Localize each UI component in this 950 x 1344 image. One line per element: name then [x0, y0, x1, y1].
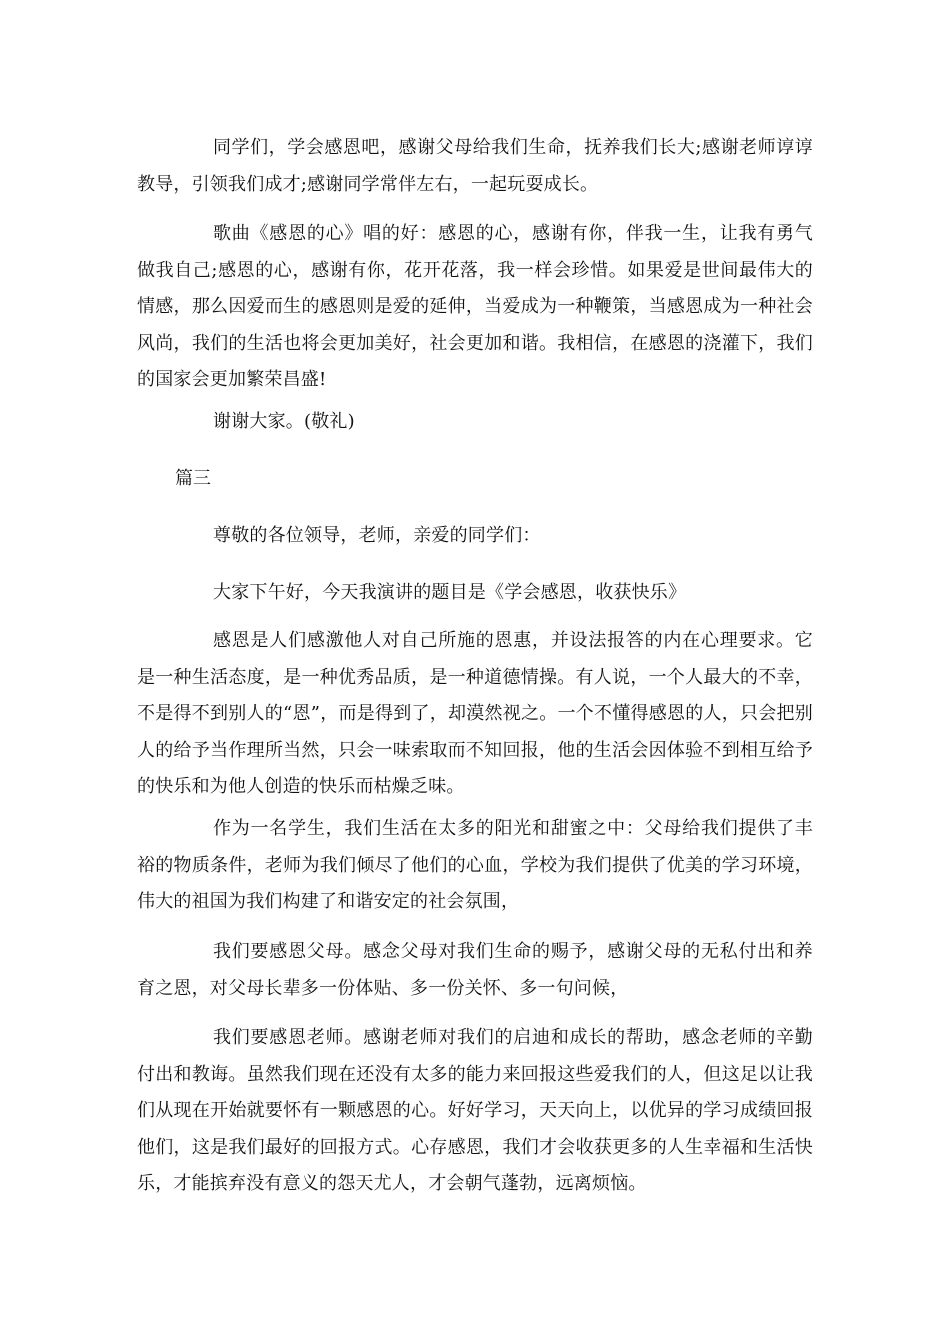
paragraph-definition-gratitude: 感恩是人们感激他人对自己所施的恩惠，并设法报答的内在心理要求。它是一种生活态度，是一种优秀品质，是一种道德情操。有人说，一个人最大的不幸，不是得不到别人的“恩”，而是得到了，却漠然视之。一个不懂得感恩的人，只会把别人的给予当作理所当然，只会一味索取而不知回报，他的生活会因体验不到相互给予的快乐和为他人创造的快乐而枯燥乏味。 — [137, 630, 813, 797]
paragraph-student-life: 作为一名学生，我们生活在太多的阳光和甜蜜之中：父母给我们提供了丰裕的物质条件，老师为我们倾尽了他们的心血，学校为我们提供了优美的学习环境，伟大的祖国为我们构建了和谐安定的社会氛围， — [137, 818, 813, 912]
paragraph-salutation: 尊敬的各位领导，老师，亲爱的同学们： — [213, 525, 541, 546]
paragraph-song-grateful-heart: 歌曲《感恩的心》唱的好：感恩的心，感谢有你，伴我一生，让我有勇气做我自己;感恩的心，感谢有你，花开花落，我一样会珍惜。如果爱是世间最伟大的情感，那么因爱而生的感恩则是爱的延伸，当爱成为一种鞭策，当感恩成为一种社会风尚，我们的生活也将会更加美好，社会更加和谐。我相信，在感恩的浇灌下，我们的国家会更加繁荣昌盛! — [137, 223, 813, 390]
paragraph-closing-thanks: 谢谢大家。(敬礼) — [213, 411, 355, 432]
paragraph-thank-parents: 我们要感恩父母。感念父母对我们生命的赐予，感谢父母的无私付出和养育之恩，对父母长辈多一份体贴、多一份关怀、多一句问候， — [137, 941, 813, 999]
paragraph-thank-everyone: 同学们，学会感恩吧，感谢父母给我们生命，抚养我们长大;感谢老师谆谆教导，引领我们成才;感谢同学常伴左右，一起玩耍成长。 — [137, 137, 813, 195]
paragraph-speech-topic: 大家下午好，今天我演讲的题目是《学会感恩，收获快乐》 — [213, 582, 687, 603]
section-title: 篇三 — [175, 468, 211, 489]
paragraph-thank-teachers: 我们要感恩老师。感谢老师对我们的启迪和成长的帮助，感念老师的辛勤付出和教诲。虽然我们现在还没有太多的能力来回报这些爱我们的人，但这足以让我们从现在开始就要怀有一颗感恩的心。好好学习，天天向上，以优异的学习成绩回报他们，这是我们最好的回报方式。心存感恩，我们才会收获更多的人生幸福和生活快乐，才能摈弃没有意义的怨天尤人，才会朝气蓬勃，远离烦恼。 — [137, 1027, 813, 1194]
